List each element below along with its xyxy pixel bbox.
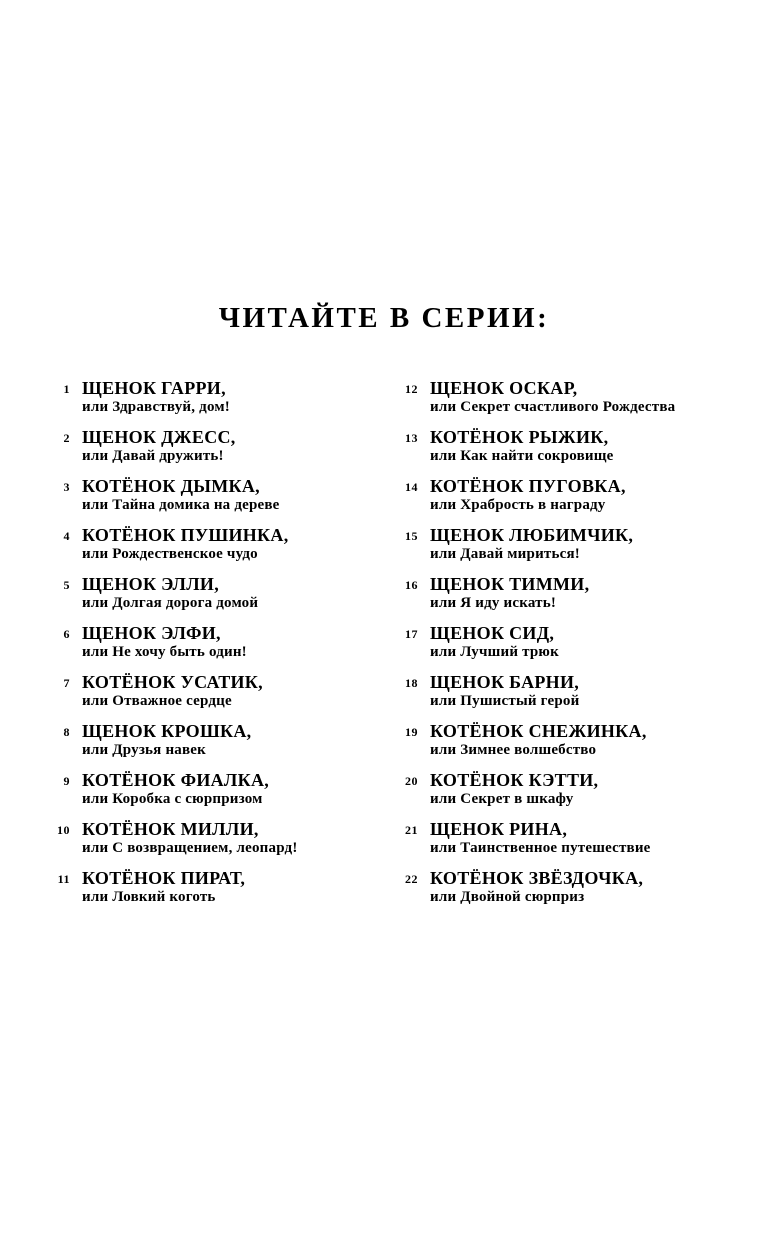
entry-title: ЩЕНОК БАРНИ, bbox=[430, 672, 580, 692]
series-entry bbox=[386, 819, 768, 857]
entry-number: 11 bbox=[57, 872, 70, 886]
entry-number: 20 bbox=[405, 774, 418, 788]
entry-title: ЩЕНОК ДЖЕСС, bbox=[82, 427, 236, 447]
series-entry bbox=[38, 476, 386, 514]
series-entry bbox=[386, 623, 768, 661]
entry-title: КОТЁНОК ПУШИНКА, bbox=[82, 525, 289, 545]
entry-text bbox=[82, 427, 236, 465]
entry-text bbox=[82, 672, 263, 710]
entry-subtitle: или Ловкий коготь bbox=[82, 889, 216, 905]
entry-number: 3 bbox=[63, 480, 70, 494]
series-entry bbox=[386, 770, 768, 808]
entry-title: КОТЁНОК ДЫМКА, bbox=[82, 476, 260, 496]
entry-title: КОТЁНОК РЫЖИК, bbox=[430, 427, 609, 447]
entry-text bbox=[430, 819, 651, 857]
entry-number: 2 bbox=[63, 431, 70, 445]
entry-number: 1 bbox=[63, 382, 70, 396]
entry-number: 22 bbox=[405, 872, 418, 886]
series-entry bbox=[38, 672, 386, 710]
entry-subtitle: или Пушистый герой bbox=[430, 693, 580, 709]
entry-title: ЩЕНОК ЭЛЛИ, bbox=[82, 574, 220, 594]
series-entry bbox=[38, 868, 386, 906]
entry-subtitle: или Долгая дорога домой bbox=[82, 595, 259, 611]
entry-subtitle: или Друзья навек bbox=[82, 742, 206, 758]
entry-subtitle: или Храбрость в награду bbox=[430, 497, 606, 513]
entry-title: КОТЁНОК ФИАЛКА, bbox=[82, 770, 270, 790]
series-entry bbox=[386, 868, 768, 906]
entry-text bbox=[430, 721, 647, 759]
page-title: ЧИТАЙТЕ В СЕРИИ: bbox=[218, 302, 550, 334]
entry-subtitle: или Я иду искать! bbox=[430, 595, 557, 611]
series-entry bbox=[38, 770, 386, 808]
entry-number: 5 bbox=[63, 578, 70, 592]
entry-subtitle: или Тайна домика на дереве bbox=[82, 497, 280, 513]
series-entry bbox=[38, 574, 386, 612]
entry-number: 18 bbox=[405, 676, 418, 690]
entry-number: 13 bbox=[405, 431, 418, 445]
series-entry bbox=[38, 378, 386, 416]
entry-text bbox=[430, 427, 614, 465]
entry-title: КОТЁНОК ЗВЁЗДОЧКА, bbox=[430, 868, 644, 888]
entry-text bbox=[430, 770, 598, 808]
entry-text bbox=[82, 378, 230, 416]
entry-title: ЩЕНОК ТИММИ, bbox=[430, 574, 590, 594]
entry-number: 15 bbox=[405, 529, 418, 543]
series-entry bbox=[386, 378, 768, 416]
entry-subtitle: или Давай мириться! bbox=[430, 546, 580, 562]
entry-number: 10 bbox=[57, 823, 70, 837]
entry-text bbox=[430, 574, 589, 612]
entry-number: 14 bbox=[405, 480, 418, 494]
entry-text bbox=[430, 476, 626, 514]
entry-number: 6 bbox=[63, 627, 70, 641]
entry-subtitle: или Отважное сердце bbox=[82, 693, 232, 709]
entry-subtitle: или Коробка с сюрпризом bbox=[82, 791, 263, 807]
series-entry bbox=[386, 476, 768, 514]
entry-text bbox=[82, 770, 269, 808]
entry-title: ЩЕНОК ОСКАР, bbox=[430, 378, 578, 398]
entry-number: 17 bbox=[405, 627, 418, 641]
series-list bbox=[0, 378, 768, 917]
series-entry bbox=[386, 525, 768, 563]
entry-subtitle: или Не хочу быть один! bbox=[82, 644, 247, 660]
entry-title: ЩЕНОК ЭЛФИ, bbox=[82, 623, 221, 643]
entry-title: КОТЁНОК СНЕЖИНКА, bbox=[430, 721, 647, 741]
entry-number: 19 bbox=[405, 725, 418, 739]
entry-subtitle: или Рождественское чудо bbox=[82, 546, 258, 562]
series-entry bbox=[386, 672, 768, 710]
entry-title: КОТЁНОК МИЛЛИ, bbox=[82, 819, 259, 839]
entry-number: 16 bbox=[405, 578, 418, 592]
entry-title: ЩЕНОК РИНА, bbox=[430, 819, 568, 839]
entry-title: КОТЁНОК УСАТИК, bbox=[82, 672, 263, 692]
entry-title: ЩЕНОК СИД, bbox=[430, 623, 555, 643]
entry-number: 8 bbox=[63, 725, 70, 739]
series-entry bbox=[386, 574, 768, 612]
entry-subtitle: или Секрет в шкафу bbox=[430, 791, 574, 807]
entry-number: 4 bbox=[63, 529, 70, 543]
entry-subtitle: или Двойной сюрприз bbox=[430, 889, 585, 905]
entry-subtitle: или С возвращением, леопард! bbox=[82, 840, 298, 856]
entry-title: ЩЕНОК КРОШКА, bbox=[82, 721, 252, 741]
series-entry bbox=[38, 721, 386, 759]
series-entry bbox=[386, 427, 768, 465]
entry-text bbox=[82, 525, 289, 563]
entry-subtitle: или Здравствуй, дом! bbox=[82, 399, 230, 415]
entry-text bbox=[430, 623, 559, 661]
entry-text bbox=[82, 819, 298, 857]
entry-subtitle: или Давай дружить! bbox=[82, 448, 224, 464]
entry-number: 12 bbox=[405, 382, 418, 396]
entry-text bbox=[430, 868, 643, 906]
series-entry bbox=[38, 427, 386, 465]
entry-text bbox=[82, 623, 247, 661]
entry-number: 21 bbox=[405, 823, 418, 837]
series-entry bbox=[38, 525, 386, 563]
entry-title: ЩЕНОК ЛЮБИМЧИК, bbox=[430, 525, 634, 545]
entry-text bbox=[430, 672, 579, 710]
entry-text bbox=[82, 868, 245, 906]
entry-title: КОТЁНОК ПУГОВКА, bbox=[430, 476, 626, 496]
entry-title: ЩЕНОК ГАРРИ, bbox=[82, 378, 226, 398]
entry-text bbox=[82, 574, 258, 612]
entry-title: КОТЁНОК КЭТТИ, bbox=[430, 770, 599, 790]
entry-subtitle: или Таинственное путешествие bbox=[430, 840, 651, 856]
entry-text bbox=[430, 525, 633, 563]
entry-title: КОТЁНОК ПИРАТ, bbox=[82, 868, 246, 888]
series-entry bbox=[38, 623, 386, 661]
series-column-right bbox=[386, 378, 768, 917]
entry-subtitle: или Секрет счастливого Рождества bbox=[430, 399, 676, 415]
entry-subtitle: или Зимнее волшебство bbox=[430, 742, 597, 758]
entry-text bbox=[430, 378, 675, 416]
entry-text bbox=[82, 476, 280, 514]
series-column-left bbox=[38, 378, 386, 917]
entry-subtitle: или Лучший трюк bbox=[430, 644, 559, 660]
series-entry bbox=[386, 721, 768, 759]
series-entry bbox=[38, 819, 386, 857]
entry-subtitle: или Как найти сокровище bbox=[430, 448, 614, 464]
entry-number: 9 bbox=[63, 774, 70, 788]
entry-text bbox=[82, 721, 252, 759]
entry-number: 7 bbox=[63, 676, 70, 690]
